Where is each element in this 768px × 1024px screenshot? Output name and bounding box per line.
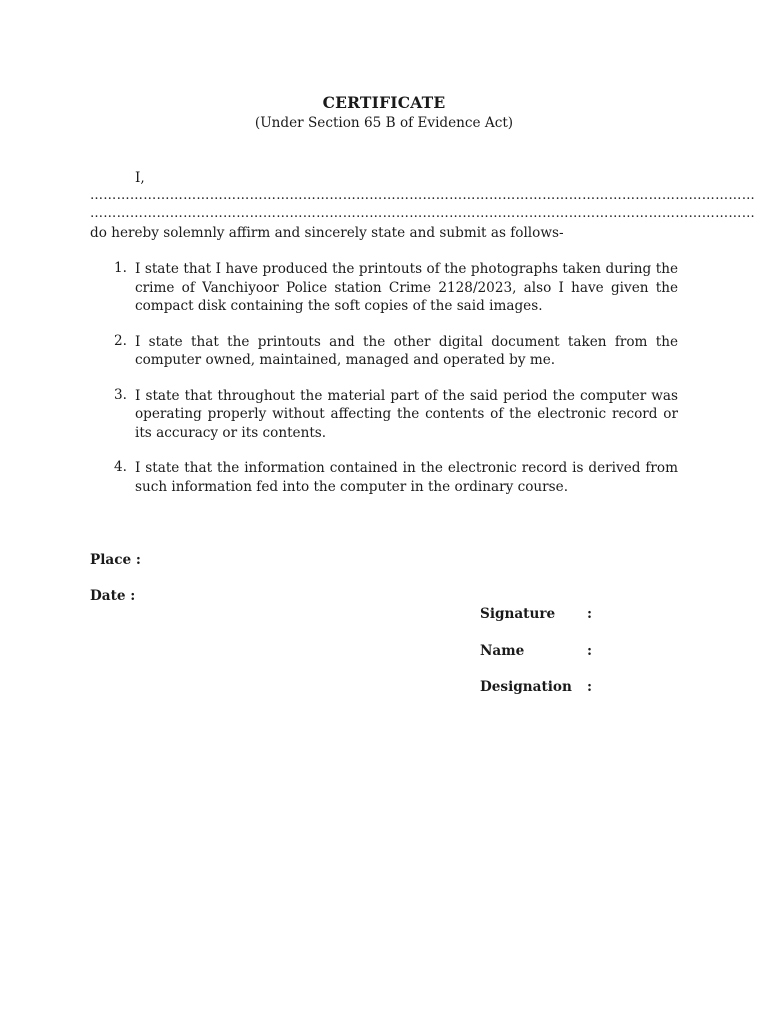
list-item xyxy=(90,387,678,443)
declarant-name-blank-line-2: …………………………………………………………………………………………………………………………………… xyxy=(90,206,755,221)
list-item-text: I state that I have produced the printouts of the photographs taken during the crime of Vanchiyoor Police station Crime 2128/2023, also I have given the compact disk containing the soft copies of the said images. xyxy=(135,261,678,314)
list-item-number: 3. xyxy=(114,386,127,403)
declarant-pronoun: I, xyxy=(135,170,145,186)
list-item-number: 2. xyxy=(114,332,127,349)
name-label: Name xyxy=(480,643,525,659)
signature-colon: : xyxy=(587,606,593,622)
list-item xyxy=(90,260,678,316)
statement-list xyxy=(90,260,678,513)
date-label: Date : xyxy=(90,588,136,604)
list-item-number: 4. xyxy=(114,459,127,475)
affirmation-text: do hereby solemnly affirm and sincerely state and submit as follows- xyxy=(90,225,564,241)
list-item-text: I state that the information contained in the electronic record is derived from such information fed into the computer in the ordinary course. xyxy=(135,460,678,495)
list-item-text: I state that throughout the material part of the said period the computer was operating properly without affecting the contents of the electronic record or its accuracy or its contents. xyxy=(135,387,678,441)
list-item-number: 1. xyxy=(114,260,127,276)
place-label: Place : xyxy=(90,552,141,568)
signature-label: Signature xyxy=(480,606,556,622)
page-subtitle: (Under Section 65 B of Evidence Act) xyxy=(254,115,514,131)
list-item xyxy=(90,459,678,496)
list-item xyxy=(90,333,678,370)
declarant-name-blank-line-1: …………………………………………………………………………………………………………………………………… xyxy=(90,188,755,203)
designation-colon: : xyxy=(587,679,593,695)
list-item-text: I state that the printouts and the other digital document taken from the computer owned, maintained, managed and operated by me. xyxy=(135,333,678,368)
name-colon: : xyxy=(587,643,593,659)
designation-label: Designation xyxy=(480,679,572,695)
page-title: CERTIFICATE xyxy=(322,93,446,112)
